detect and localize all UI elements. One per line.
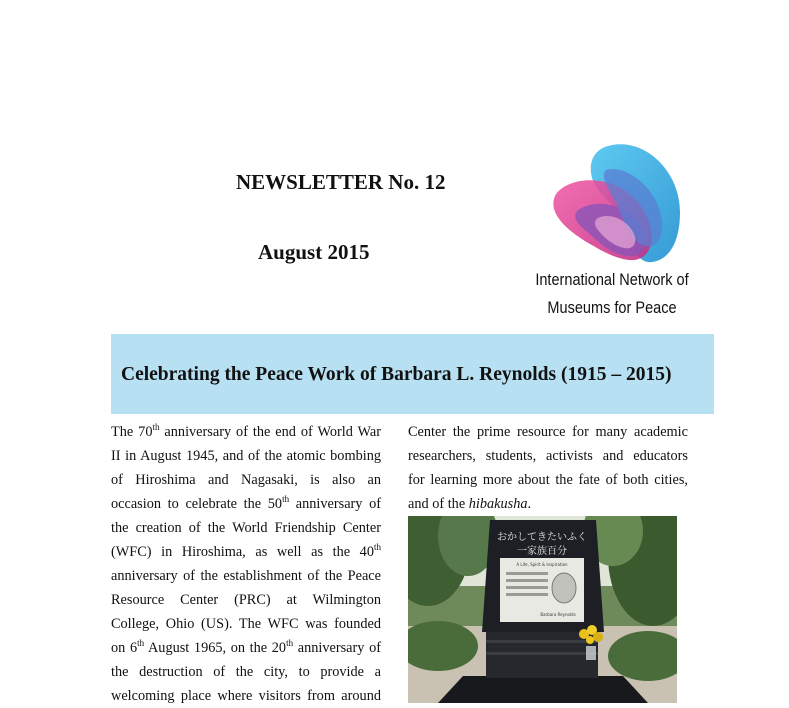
monument-caption: Barbara Reynolds bbox=[540, 612, 576, 617]
monument-subtitle: A Life, Spirit & Inspiration bbox=[516, 562, 568, 567]
text-line: welcoming place where visitors from around bbox=[111, 688, 381, 704]
text-line: College, Ohio (US). The WFC was founded bbox=[111, 616, 381, 632]
text-line: on 6th August 1965, on the 20th anniversary of bbox=[111, 638, 381, 656]
article-title: Celebrating the Peace Work of Barbara L. Reynolds (1915 – 2015) bbox=[121, 364, 672, 385]
text-line: II in August 1945, and of the atomic bombing bbox=[111, 448, 381, 464]
text-line: Center the prime resource for many academic bbox=[408, 424, 688, 440]
text-line: occasion to celebrate the 50th anniversary of bbox=[111, 494, 382, 512]
text-line: and of the hibakusha. bbox=[408, 496, 532, 512]
text-line: (WFC) in Hiroshima, as well as the 40th bbox=[111, 542, 381, 560]
logo-line-2: Museums for Peace bbox=[547, 299, 677, 317]
monument-heading-2: 一家族百分 bbox=[517, 546, 567, 557]
text-line: anniversary of the establishment of the Peace bbox=[111, 568, 381, 584]
newsletter-date: August 2015 bbox=[258, 240, 370, 264]
logo-line-1: International Network of bbox=[535, 271, 689, 289]
article-column-left bbox=[111, 420, 381, 708]
monument-photo-image bbox=[408, 516, 677, 703]
network-logo-text bbox=[524, 266, 700, 322]
text-line: the creation of the World Friendship Center bbox=[111, 520, 381, 536]
text-line: Resource Center (PRC) at Wilmington bbox=[111, 592, 381, 608]
text-line: researchers, students, activists and educators bbox=[408, 448, 688, 464]
text-line: the destruction of the city, to provide a bbox=[111, 664, 381, 680]
text-line: The 70th anniversary of the end of World War bbox=[111, 422, 381, 440]
text-line: for learning more about the fate of both cities, bbox=[408, 472, 688, 488]
monument-heading-1: おかしてきたいふく bbox=[497, 532, 587, 543]
article-banner bbox=[111, 334, 714, 414]
network-logo-icon bbox=[548, 140, 688, 266]
text-line: of Hiroshima and Nagasaki, is also an bbox=[111, 472, 381, 488]
monument-photo bbox=[408, 516, 677, 703]
article-column-right bbox=[408, 420, 688, 516]
newsletter-title: NEWSLETTER No. 12 bbox=[236, 170, 446, 194]
